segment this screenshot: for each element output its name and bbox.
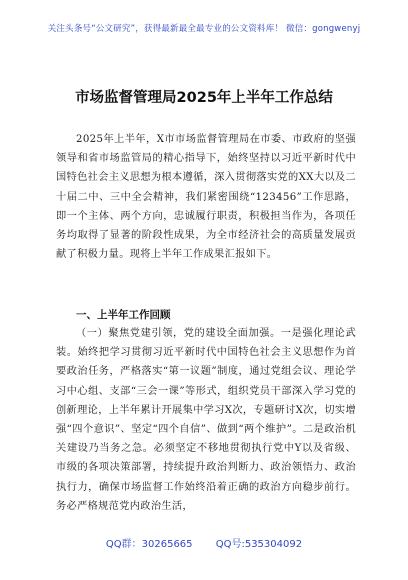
section-heading: 一、上半年工作回顾 [76,309,171,321]
qq-number: QQ号:535304092 [215,539,303,550]
document-title: 市场监督管理局2025年上半年工作总结 [75,90,333,106]
qq-group: QQ群：30265665 [105,539,193,550]
section-paragraph: （一）聚焦党建引领，党的建设全面加强。一是强化理论武装。始终把学习贯彻习近平新时代中国特色社会主义思想作为首要政治任务，严格落实“第一议题”制度，通过党组会议、理论学习中心组、支部“三会一课”等形式，组织党员干部深入学习党的创新理论，上半年累计开展集中学习X次，专题研讨X次，切实增强“四个意识”、坚定“四个自信”、做到“两个维护”。二是政治机关建设乃当务之急。必须坚定不移地贯彻执行党中Y以及省级、市级的各项决策部署，持续提升政治判断力、政治领悟力、政治执行力，确保市场监督工作始终沿着正确的政治方向稳步前行。务必严格规范党内政治生活， [56,328,356,512]
intro-paragraph: 2025年上半年，X市市场监督管理局在市委、市政府的坚强领导和省市场监管局的精心指导下，始终坚持以习近平新时代中国特色社会主义思想为根本遵循，深入贯彻落实党的XX大以及二十届二中、三中全会精神，我们紧密围绕“123456”工作思路，即一个主体、两个方向，忠诚履行职责，积极担当作为，各项任务均取得了显著的阶段性成果，为全市经济社会的高质量发展贡献了积极力量。现将上半年工作成果汇报如下。 [56,134,356,261]
header-banner: 关注头条号“公文研究”，获得最新最全最专业的公文资料库！ 微信：gongwenyj [47,24,361,34]
footer-contact [0,535,408,550]
